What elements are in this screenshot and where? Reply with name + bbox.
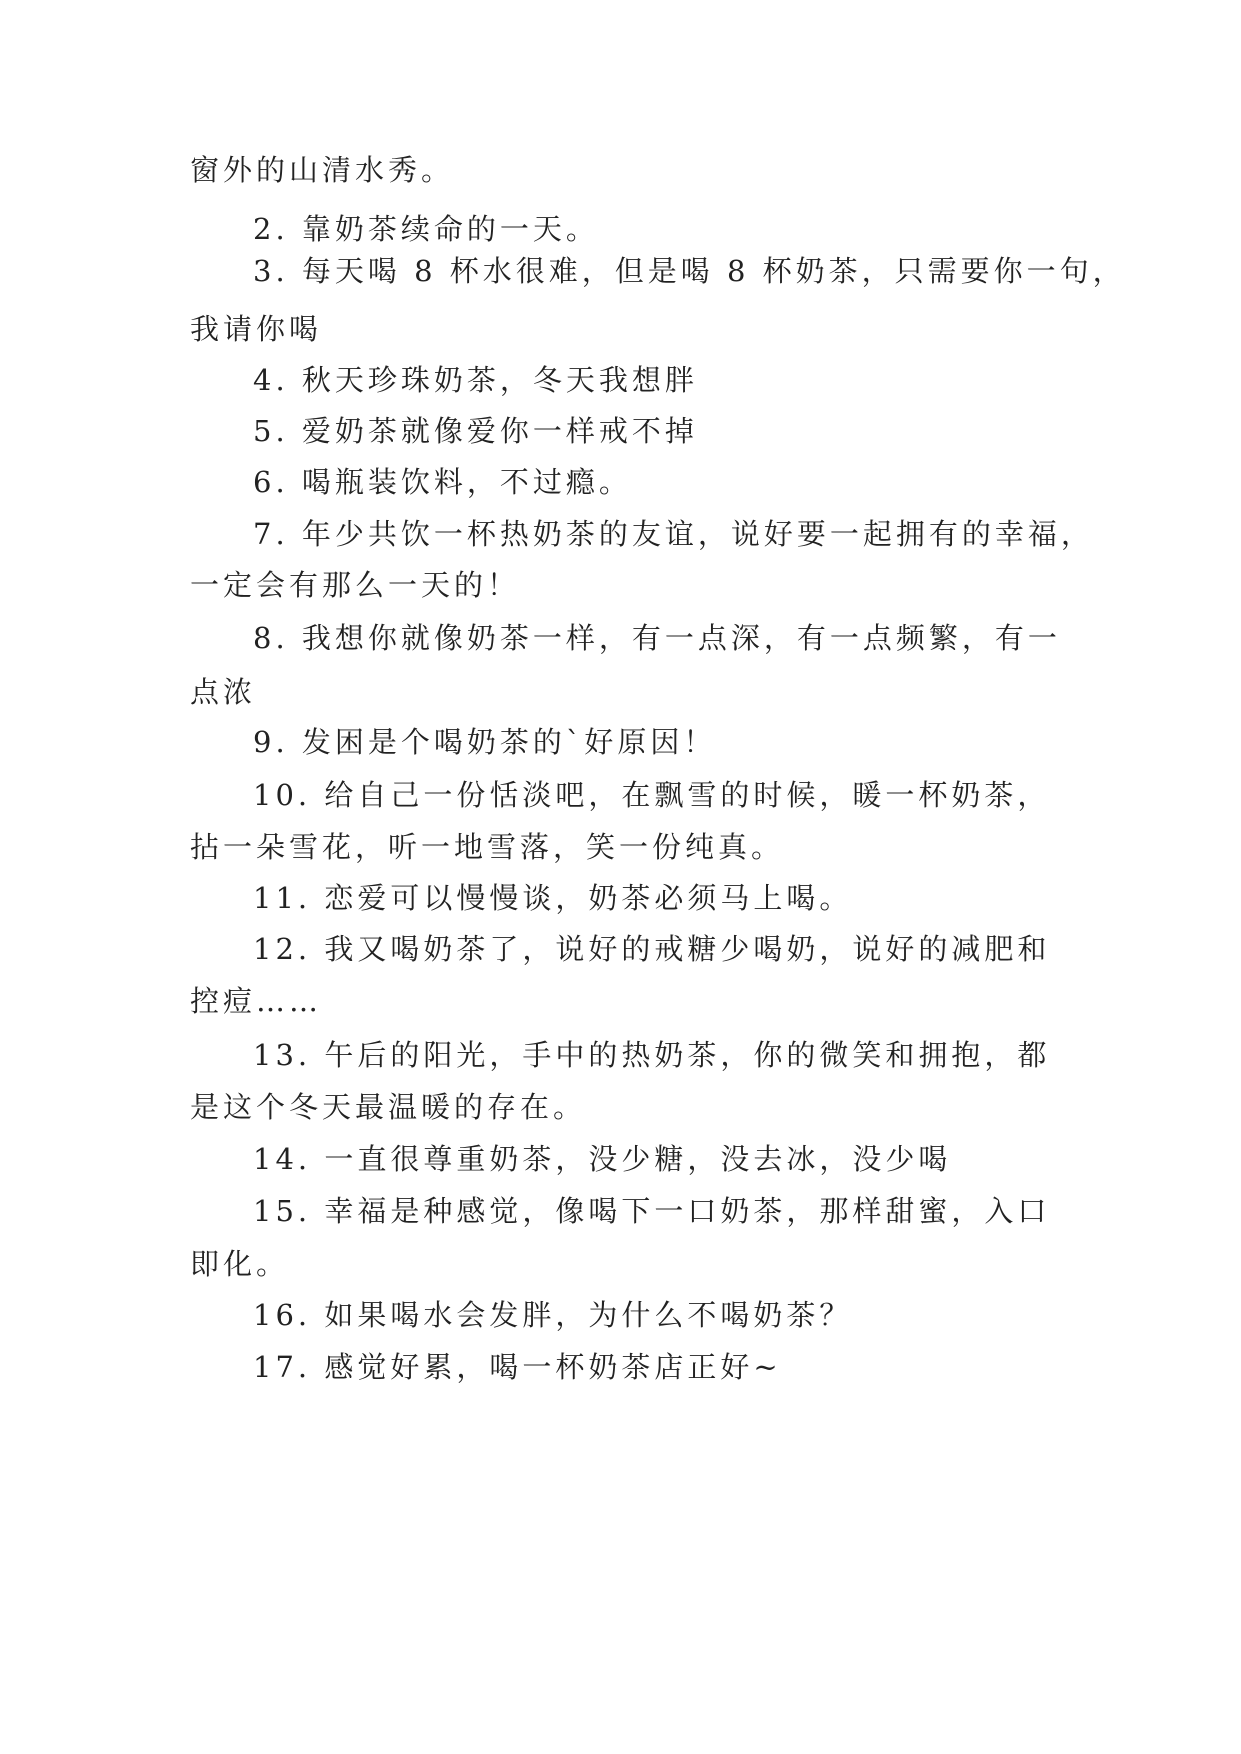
text-line: 控痘…… bbox=[190, 984, 323, 1018]
list-item-10: 10. 给自己一份恬淡吧，在飘雪的时候，暖一杯奶茶， bbox=[253, 778, 1051, 812]
text-line: 拈一朵雪花，听一地雪落，笑一份纯真。 bbox=[190, 830, 785, 864]
list-item-3: 3. 每天喝 8 杯水很难，但是喝 8 杯奶茶，只需要你一句， bbox=[253, 254, 1126, 288]
list-item-12: 12. 我又喝奶茶了，说好的戒糖少喝奶，说好的减肥和 bbox=[253, 932, 1051, 966]
list-item-7: 7. 年少共饮一杯热奶茶的友谊，说好要一起拥有的幸福， bbox=[253, 517, 1094, 551]
list-item-2: 2. 靠奶茶续命的一天。 bbox=[253, 212, 599, 246]
list-item-16: 16. 如果喝水会发胖，为什么不喝奶茶？ bbox=[253, 1298, 853, 1332]
list-item-8: 8. 我想你就像奶茶一样，有一点深，有一点频繁，有一 bbox=[253, 621, 1061, 655]
list-item-6: 6. 喝瓶装饮料，不过瘾。 bbox=[253, 465, 632, 499]
list-item-13: 13. 午后的阳光，手中的热奶茶，你的微笑和拥抱，都 bbox=[253, 1038, 1051, 1072]
text-line: 即化。 bbox=[190, 1247, 290, 1281]
text-line: 一定会有那么一天的！ bbox=[190, 568, 521, 602]
text-line: 是这个冬天最温暖的存在。 bbox=[190, 1090, 587, 1124]
text-line: 点浓 bbox=[190, 675, 257, 709]
text-line: 窗外的山清水秀。 bbox=[190, 153, 455, 187]
list-item-11: 11. 恋爱可以慢慢谈，奶茶必须马上喝。 bbox=[253, 881, 853, 915]
list-item-9: 9. 发困是个喝奶茶的`好原因！ bbox=[253, 725, 717, 759]
text-line: 我请你喝 bbox=[190, 312, 323, 346]
list-item-15: 15. 幸福是种感觉，像喝下一口奶茶，那样甜蜜，入口 bbox=[253, 1194, 1051, 1228]
list-item-4: 4. 秋天珍珠奶茶，冬天我想胖 bbox=[253, 363, 698, 397]
list-item-5: 5. 爱奶茶就像爱你一样戒不掉 bbox=[253, 414, 698, 448]
list-item-14: 14. 一直很尊重奶茶，没少糖，没去冰，没少喝 bbox=[253, 1142, 952, 1176]
list-item-17: 17. 感觉好累，喝一杯奶茶店正好~ bbox=[253, 1350, 782, 1384]
